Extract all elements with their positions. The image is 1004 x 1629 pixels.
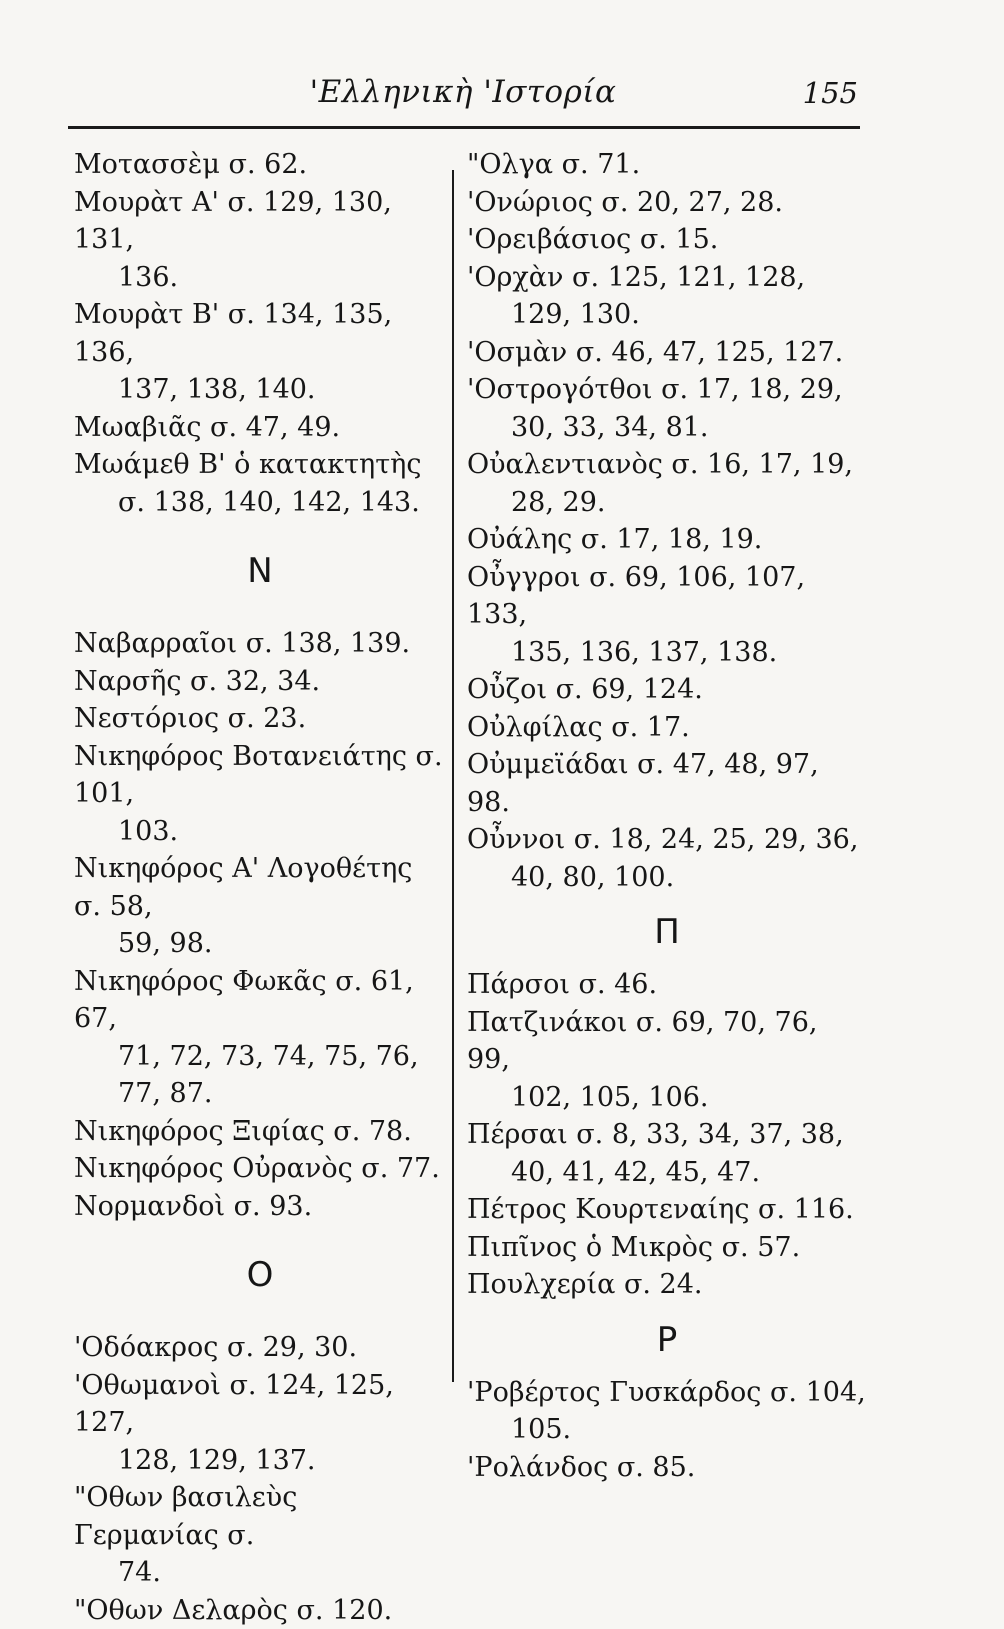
section-letter: Ρ	[467, 1320, 867, 1360]
index-entry	[467, 146, 867, 184]
entry-line: 'Ροβέρτος Γυσκάρδος σ. 104,	[467, 1374, 867, 1412]
entry-line: Νικηφόρος Φωκᾶς σ. 61, 67,	[74, 963, 446, 1038]
right-index-column	[467, 146, 867, 1486]
entry-line: Ναβαρραῖοι σ. 138, 139.	[74, 625, 446, 663]
entry-line: "Οθων βασιλεὺς Γερμανίας σ.	[74, 1479, 446, 1554]
index-entry	[74, 446, 446, 521]
entry-continuation: 71, 72, 73, 74, 75, 76,	[74, 1038, 446, 1076]
index-entry	[74, 1367, 446, 1480]
entry-line: Οὐάλης σ. 17, 18, 19.	[467, 521, 867, 559]
index-entry	[74, 146, 446, 184]
index-entry	[467, 1116, 867, 1191]
index-entry	[467, 446, 867, 521]
entry-line: Οὐλφίλας σ. 17.	[467, 709, 867, 747]
section-letter: Ν	[74, 551, 446, 591]
section-letter: Ο	[74, 1255, 446, 1295]
running-title: 'Ελληνικὴ 'Ιστορία	[68, 74, 858, 110]
entry-line: Οὖγγροι σ. 69, 106, 107, 133,	[467, 559, 867, 634]
section-letter: Π	[467, 912, 867, 952]
index-entry	[467, 1374, 867, 1449]
entry-continuation: 135, 136, 137, 138.	[467, 634, 867, 672]
entry-line: Πατζινάκοι σ. 69, 70, 76, 99,	[467, 1004, 867, 1079]
index-entry	[74, 1150, 446, 1188]
entry-line: Νικηφόρος Α' Λογοθέτης σ. 58,	[74, 850, 446, 925]
index-entry	[467, 671, 867, 709]
entry-continuation: 128, 129, 137.	[74, 1442, 446, 1480]
index-entry	[467, 259, 867, 334]
entry-line: Πάρσοι σ. 46.	[467, 966, 867, 1004]
entry-line: Νικηφόρος Ξιφίας σ. 78.	[74, 1113, 446, 1151]
index-entry	[467, 221, 867, 259]
entry-continuation: 102, 105, 106.	[467, 1079, 867, 1117]
entry-line: Οὐαλεντιανὸς σ. 16, 17, 19,	[467, 446, 867, 484]
entry-line: Οὐμμεϊάδαι σ. 47, 48, 97, 98.	[467, 746, 867, 821]
entry-continuation: σ. 138, 140, 142, 143.	[74, 484, 446, 522]
entry-line: Νορμανδοὶ σ. 93.	[74, 1188, 446, 1226]
index-entry	[74, 700, 446, 738]
index-entry	[74, 409, 446, 447]
index-entry	[467, 521, 867, 559]
index-entry	[467, 1449, 867, 1487]
entry-line: Μωαβιᾶς σ. 47, 49.	[74, 409, 446, 447]
entry-line: 'Ονώριος σ. 20, 27, 28.	[467, 184, 867, 222]
entry-line: 'Ρολάνδος σ. 85.	[467, 1449, 867, 1487]
entry-line: 'Οστρογότθοι σ. 17, 18, 29,	[467, 371, 867, 409]
index-entry	[467, 1004, 867, 1117]
entry-line: 'Οσμὰν σ. 46, 47, 125, 127.	[467, 334, 867, 372]
entry-line: Μουρὰτ Α' σ. 129, 130, 131,	[74, 184, 446, 259]
index-entry	[467, 746, 867, 821]
index-entry	[467, 709, 867, 747]
index-entry	[74, 963, 446, 1113]
index-entry	[74, 738, 446, 851]
index-entry	[467, 966, 867, 1004]
entry-continuation: 28, 29.	[467, 484, 867, 522]
index-entry	[74, 1479, 446, 1592]
left-index-column	[74, 146, 446, 1629]
entry-continuation: 40, 80, 100.	[467, 859, 867, 897]
entry-line: 'Ορειβάσιος σ. 15.	[467, 221, 867, 259]
entry-continuation: 74.	[74, 1554, 446, 1592]
index-entry	[74, 1113, 446, 1151]
header-rule	[68, 126, 860, 129]
entry-continuation: 59, 98.	[74, 925, 446, 963]
entry-line: 'Ορχὰν σ. 125, 121, 128,	[467, 259, 867, 297]
entry-continuation: 136.	[74, 259, 446, 297]
entry-line: Νικηφόρος Οὐρανὸς σ. 77.	[74, 1150, 446, 1188]
column-divider	[452, 170, 454, 1382]
entry-line: 'Οδόακρος σ. 29, 30.	[74, 1329, 446, 1367]
entry-continuation: 77, 87.	[74, 1075, 446, 1113]
index-entry	[467, 334, 867, 372]
entry-continuation: 103.	[74, 813, 446, 851]
index-entry	[467, 559, 867, 672]
entry-line: Πουλχερία σ. 24.	[467, 1266, 867, 1304]
entry-line: 'Οθωμανοὶ σ. 124, 125, 127,	[74, 1367, 446, 1442]
index-entry	[467, 1191, 867, 1229]
index-entry	[467, 371, 867, 446]
entry-continuation: 105.	[467, 1411, 867, 1449]
entry-line: Νεστόριος σ. 23.	[74, 700, 446, 738]
index-entry	[74, 663, 446, 701]
entry-line: "Οθων Δελαρὸς σ. 120.	[74, 1592, 446, 1629]
page-number: 155	[803, 76, 858, 110]
entry-line: Πέρσαι σ. 8, 33, 34, 37, 38,	[467, 1116, 867, 1154]
page-header	[68, 62, 858, 122]
entry-line: Μουρὰτ Β' σ. 134, 135, 136,	[74, 296, 446, 371]
index-entry	[74, 625, 446, 663]
entry-line: "Ολγα σ. 71.	[467, 146, 867, 184]
entry-continuation: 30, 33, 34, 81.	[467, 409, 867, 447]
entry-line: Μοτασσὲμ σ. 62.	[74, 146, 446, 184]
index-entry	[74, 850, 446, 963]
entry-line: Οὖννοι σ. 18, 24, 25, 29, 36,	[467, 821, 867, 859]
index-entry	[74, 1329, 446, 1367]
index-entry	[467, 1266, 867, 1304]
entry-line: Οὖζοι σ. 69, 124.	[467, 671, 867, 709]
entry-line: Ναρσῆς σ. 32, 34.	[74, 663, 446, 701]
entry-line: Πιπῖνος ὁ Μικρὸς σ. 57.	[467, 1229, 867, 1267]
entry-line: Πέτρος Κουρτεναίης σ. 116.	[467, 1191, 867, 1229]
index-entry	[74, 184, 446, 297]
index-entry	[74, 1592, 446, 1629]
index-entry	[467, 1229, 867, 1267]
index-entry	[467, 821, 867, 896]
index-entry	[74, 296, 446, 409]
entry-continuation: 129, 130.	[467, 296, 867, 334]
index-entry	[74, 1188, 446, 1226]
entry-continuation: 137, 138, 140.	[74, 371, 446, 409]
entry-continuation: 40, 41, 42, 45, 47.	[467, 1154, 867, 1192]
index-entry	[467, 184, 867, 222]
entry-line: Νικηφόρος Βοτανειάτης σ. 101,	[74, 738, 446, 813]
entry-line: Μωάμεθ Β' ὁ κατακτητὴς	[74, 446, 446, 484]
